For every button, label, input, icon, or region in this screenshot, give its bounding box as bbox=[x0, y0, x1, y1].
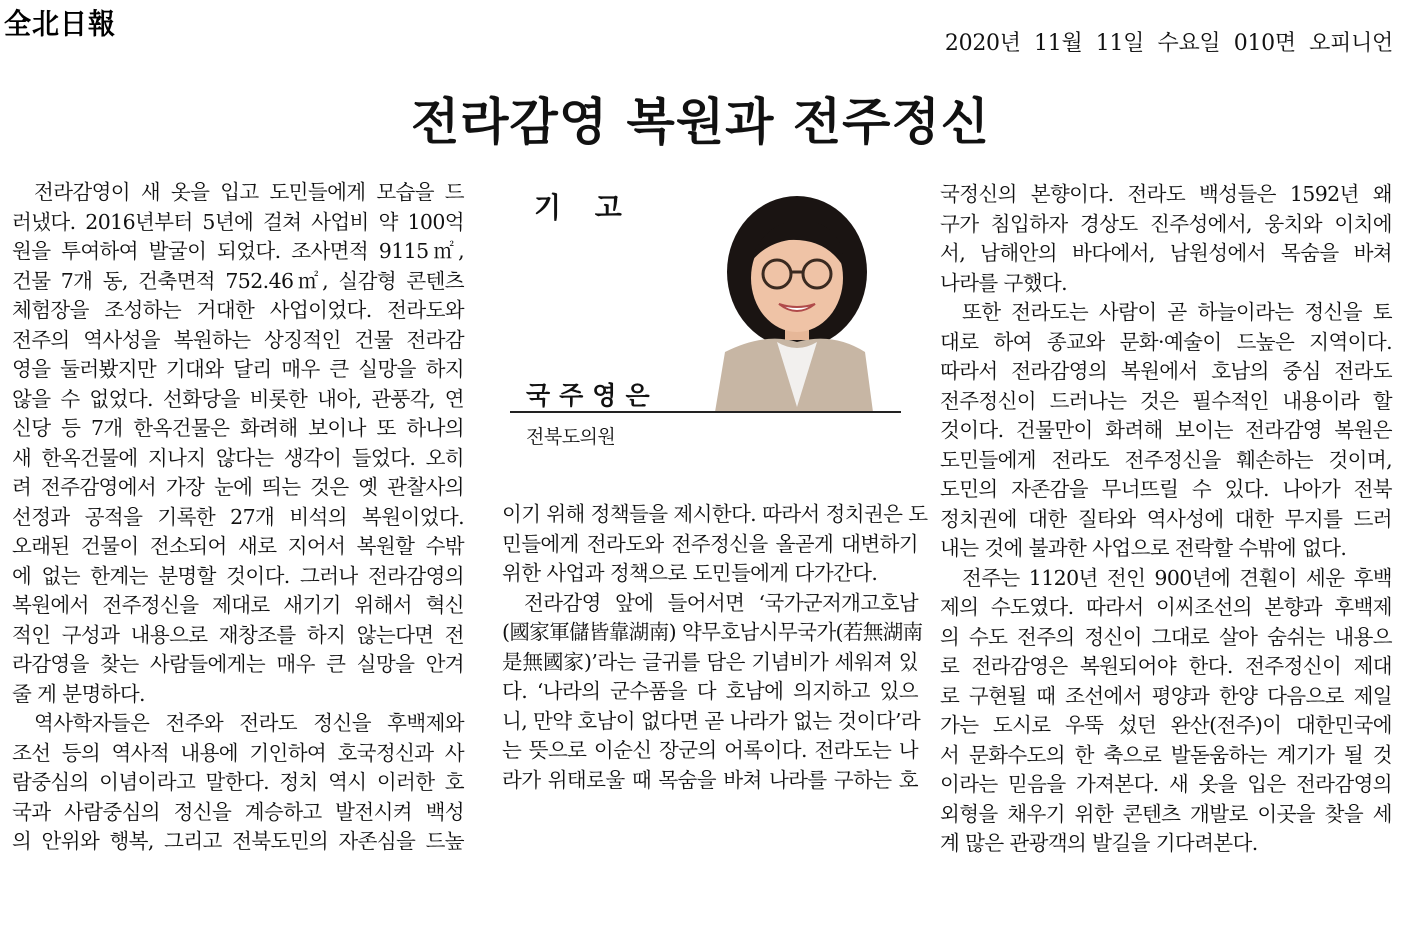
text-line: 전라감영 앞에 들어서면 ‘국가군저개고호남 bbox=[524, 590, 918, 615]
text-line: 영을 둘러봤지만 기대와 달리 매우 큰 실망을 하지 bbox=[12, 357, 464, 381]
article-column-3 bbox=[940, 180, 1392, 859]
newspaper-logo: 全北日報 bbox=[4, 8, 116, 41]
text-line: 오래된 건물이 전소되어 새로 지어서 복원할 수밖 bbox=[12, 534, 464, 558]
text-line: 것이다. 건물만이 화려해 보이는 전라감영 복원은 bbox=[940, 418, 1392, 442]
text-line: 서, 남해안의 바다에서, 남원성에서 목숨을 바쳐 bbox=[940, 241, 1392, 265]
text-line: 전주의 역사성을 복원하는 상징적인 건물 전라감 bbox=[12, 327, 464, 352]
section-label: 기 고 bbox=[534, 191, 634, 224]
text-line: 서 문화수도의 한 축으로 발돋움하는 계기가 될 것 bbox=[940, 742, 1392, 767]
author-role: 전북도의원 bbox=[526, 426, 616, 448]
article-column-1 bbox=[12, 178, 464, 857]
text-line: 이기 위해 정책들을 제시한다. 따라서 정치권은 도 bbox=[502, 502, 928, 526]
text-line: 도민들에게 전라도 전주정신을 훼손하는 것이며, bbox=[940, 447, 1392, 472]
text-line: 외형을 채우기 위한 콘텐츠 개발로 이곳을 찾을 세 bbox=[940, 801, 1392, 826]
text-line: 도민의 자존감을 무너뜨릴 수 있다. 나아가 전북 bbox=[940, 477, 1392, 501]
text-line: 체험장을 조성하는 거대한 사업이었다. 전라도와 bbox=[12, 298, 464, 322]
text-line: 是無國家)’라는 글귀를 담은 기념비가 세워져 있 bbox=[502, 649, 918, 674]
text-line: 의 수도 전주의 정신이 그대로 살아 숨쉬는 내용으 bbox=[940, 624, 1392, 649]
text-line: 의 안위와 행복, 그리고 전북도민의 자존심을 드높 bbox=[12, 829, 464, 853]
text-line: 나라를 구했다. bbox=[940, 270, 1068, 295]
text-line: 조선 등의 역사적 내용에 기인하여 호국정신과 사 bbox=[12, 740, 464, 765]
text-line: 국과 사람중심의 정신을 계승하고 발전시켜 백성 bbox=[12, 799, 464, 824]
text-line: 선정과 공적을 기록한 27개 비석의 복원이었다. bbox=[12, 504, 464, 529]
text-line: 려 전주감영에서 가장 눈에 띄는 것은 옛 관찰사의 bbox=[12, 475, 464, 499]
text-line: 라가 위태로울 때 목숨을 바쳐 나라를 구하는 호 bbox=[502, 767, 918, 792]
text-line: 위한 사업과 정책으로 도민들에게 다가간다. bbox=[502, 561, 878, 585]
byline-box bbox=[500, 180, 892, 450]
article-headline: 전라감영 복원과 전주정신 bbox=[410, 93, 991, 151]
author-name: 국주영은 bbox=[526, 381, 659, 410]
text-line: 정치권에 대한 질타와 역사성에 대한 무지를 드러 bbox=[940, 506, 1392, 531]
text-line: 역사학자들은 전주와 전라도 정신을 후백제와 bbox=[34, 711, 464, 735]
text-line: 는 뜻으로 이순신 장군의 어록이다. 전라도는 나 bbox=[502, 738, 918, 762]
byline-divider bbox=[510, 411, 901, 413]
text-line: 따라서 전라감영의 복원에서 호남의 중심 전라도 bbox=[940, 359, 1392, 383]
article-column-2 bbox=[502, 500, 928, 795]
text-line: 람중심의 이념이라고 말한다. 정치 역시 이러한 호 bbox=[12, 770, 464, 794]
text-line: 민들에게 전라도와 전주정신을 올곧게 대변하기 bbox=[502, 531, 918, 556]
text-line: 니, 만약 호남이 없다면 곧 나라가 없는 것이다’라 bbox=[502, 708, 921, 733]
text-line: 전주는 1120년 전인 900년에 견훤이 세운 후백 bbox=[962, 565, 1392, 590]
text-line: 제의 수도였다. 따라서 이씨조선의 본향과 후백제 bbox=[940, 595, 1392, 619]
text-line: 전주정신이 드러나는 것은 필수적인 내용이라 할 bbox=[940, 388, 1392, 413]
text-line: 로 전라감영은 복원되어야 한다. 전주정신이 제대 bbox=[940, 654, 1392, 678]
text-line: 계 많은 관광객의 발길을 기다려본다. bbox=[940, 831, 1258, 855]
text-line: 이라는 믿음을 가져본다. 새 옷을 입은 전라감영의 bbox=[940, 772, 1392, 796]
text-line: 않을 수 없었다. 선화당을 비롯한 내아, 관풍각, 연 bbox=[12, 386, 464, 411]
text-line: 적인 구성과 내용으로 재창조를 하지 않는다면 전 bbox=[12, 622, 464, 647]
text-line: 에 없는 한계는 분명할 것이다. 그러나 전라감영의 bbox=[12, 563, 464, 588]
text-line: 원을 투여하여 발굴이 되었다. 조사면적 9115㎡, bbox=[12, 239, 464, 263]
text-line: 구가 침입하자 경상도 진주성에서, 웅치와 이치에 bbox=[940, 211, 1392, 236]
text-line: 건물 7개 동, 건축면적 752.46㎡, 실감형 콘텐츠 bbox=[12, 268, 464, 293]
text-line: 내는 것에 불과한 사업으로 전락할 수밖에 없다. bbox=[940, 536, 1347, 560]
text-line: 로 구현될 때 조선에서 평양과 한양 다음으로 제일 bbox=[940, 683, 1392, 708]
text-line: 줄 게 분명하다. bbox=[12, 681, 145, 706]
author-portrait-photo bbox=[705, 192, 875, 412]
text-line: 새 한옥건물에 지나지 않다는 생각이 들었다. 오히 bbox=[12, 445, 464, 470]
text-line: 복원에서 전주정신을 제대로 새기기 위해서 혁신 bbox=[12, 593, 464, 617]
text-line: 또한 전라도는 사람이 곧 하늘이라는 정신을 토 bbox=[962, 300, 1392, 324]
text-line: 국정신의 본향이다. 전라도 백성들은 1592년 왜 bbox=[940, 182, 1392, 206]
text-line: 대로 하여 종교와 문화·예술이 드높은 지역이다. bbox=[940, 329, 1392, 354]
text-line: 라감영을 찾는 사람들에게는 매우 큰 실망을 안겨 bbox=[12, 652, 464, 676]
text-line: 러냈다. 2016년부터 5년에 걸쳐 사업비 약 100억 bbox=[12, 209, 464, 234]
text-line: 전라감영이 새 옷을 입고 도민들에게 모습을 드 bbox=[34, 180, 464, 204]
text-line: 다. ‘나라의 군수품을 다 호남에 의지하고 있으 bbox=[502, 679, 918, 703]
text-line: 신당 등 7개 한옥건물은 화려해 보이나 또 하나의 bbox=[12, 416, 464, 440]
text-line: (國家軍儲皆靠湖南) 약무호남시무국가(若無湖南 bbox=[502, 620, 923, 644]
text-line: 가는 도시로 우뚝 섰던 완산(전주)이 대한민국에 bbox=[940, 713, 1392, 737]
dateline: 2020년 11월 11일 수요일 010면 오피니언 bbox=[944, 31, 1393, 56]
